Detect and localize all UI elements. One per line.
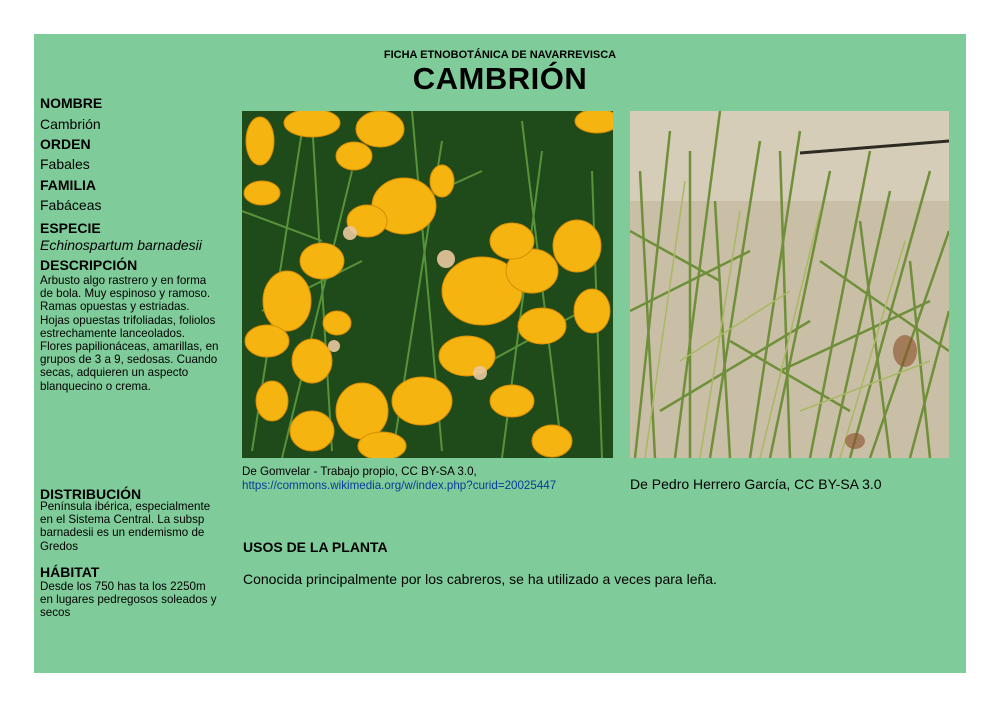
page-subtitle: FICHA ETNOBOTÁNICA DE NAVARREVISCA (383, 49, 617, 61)
page-title: CAMBRIÓN (412, 61, 588, 96)
orden-label: ORDEN (40, 136, 91, 152)
habitat-text (40, 580, 230, 620)
distribucion-line: Gredos (40, 539, 79, 553)
distribucion-line: Península ibérica, especialmente (40, 500, 211, 513)
distribucion-line: barnadesii es un endemismo de (40, 526, 205, 540)
flower-photo (242, 111, 613, 458)
descripcion-line: Arbusto algo rastrero y en forma (40, 274, 207, 287)
especie-value: Echinospartum barnadesii (40, 237, 202, 253)
uses-heading: USOS DE LA PLANTA (243, 539, 388, 555)
descripcion-label: DESCRIPCIÓN (40, 257, 138, 273)
habitat-label: HÁBITAT (40, 564, 100, 580)
familia-value: Fabáceas (40, 197, 102, 213)
descripcion-text (40, 274, 230, 393)
left-photo-credit (242, 465, 556, 493)
nombre-value: Cambrión (40, 116, 101, 132)
descripcion-line: de bola. Muy espinoso y ramoso. (40, 287, 211, 301)
familia-label: FAMILIA (40, 177, 96, 193)
habitat-line: Desde los 750 has ta los 2250m (40, 580, 206, 593)
left-credit-link[interactable]: https://commons.wikimedia.org/w/index.php?curid=20025447 (242, 479, 557, 492)
descripcion-line: Flores papilionáceas, amarillas, en (40, 340, 219, 354)
distribucion-label: DISTRIBUCIÓN (40, 486, 142, 502)
distribucion-line: en el Sistema Central. La subsp (40, 513, 205, 527)
descripcion-line: Hojas opuestas trifoliadas, foliolos (40, 313, 216, 327)
shrub-photo (630, 111, 949, 458)
especie-label: ESPECIE (40, 220, 101, 236)
uses-text: Conocida principalmente por los cabreros, se ha utilizado a veces para leña. (243, 571, 717, 587)
habitat-line: secos (40, 606, 71, 620)
right-photo-credit: De Pedro Herrero García, CC BY-SA 3.0 (630, 476, 882, 492)
orden-value: Fabales (40, 156, 90, 172)
shrub-photo-drawing (630, 111, 949, 458)
descripcion-line: grupos de 3 a 9, sedosas. Cuando (40, 353, 218, 367)
left-credit-text: De Gomvelar - Trabajo propio, CC BY-SA 3.0, (242, 465, 477, 478)
descripcion-line: Ramas opuestas y estriadas. (40, 300, 190, 314)
descripcion-line: blanquecino o crema. (40, 379, 151, 393)
descripcion-line: secas, adquieren un aspecto (40, 366, 189, 380)
descripcion-line: estrechamente lanceolados. (40, 326, 186, 340)
distribucion-text (40, 500, 230, 553)
nombre-label: NOMBRE (40, 95, 103, 111)
flower-photo-drawing (242, 111, 613, 458)
habitat-line: en lugares pedregosos soleados y (40, 593, 217, 607)
